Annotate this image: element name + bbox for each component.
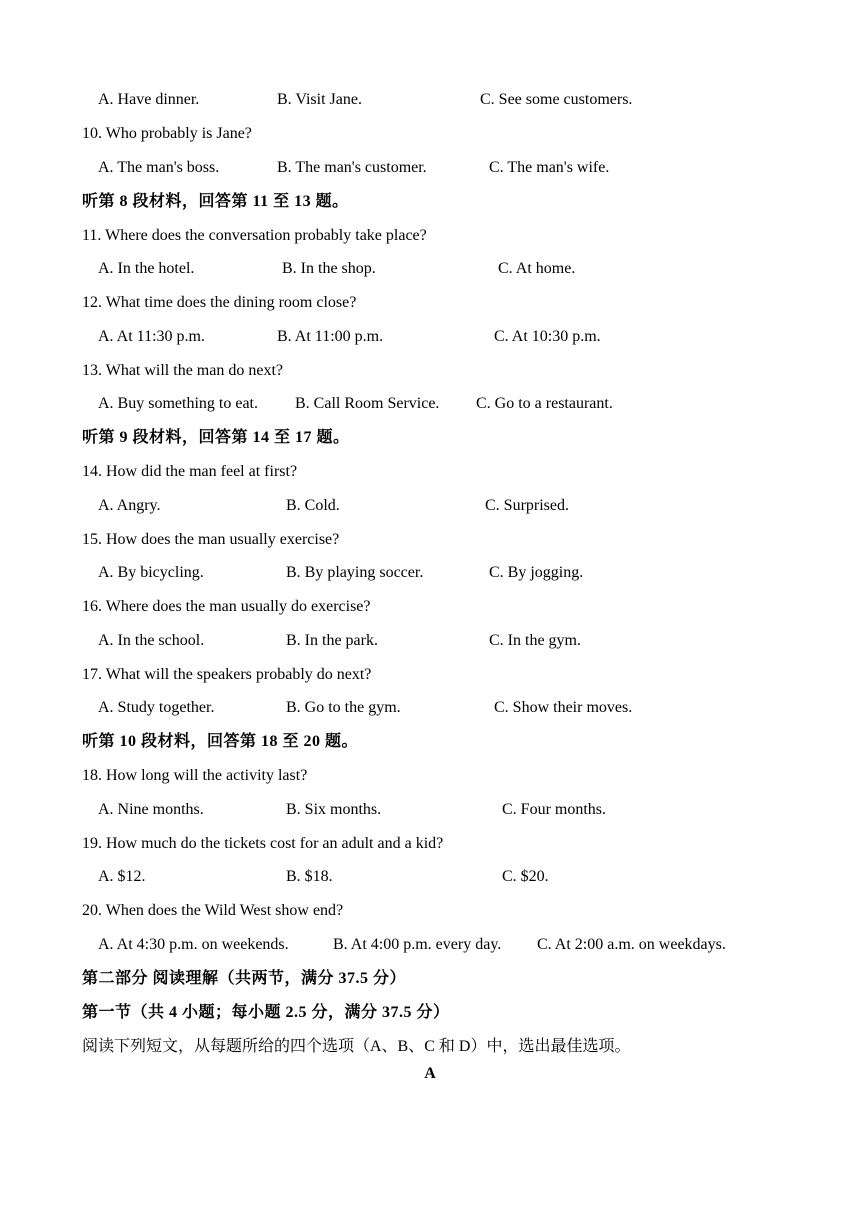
q14-option-b: B. Cold. — [286, 497, 340, 514]
q15-option-a: A. By bicycling. — [98, 564, 204, 581]
q18-option-a: A. Nine months. — [98, 801, 204, 818]
q19-option-b: B. $18. — [286, 868, 333, 885]
q13-question: 13. What will the man do next? — [82, 362, 283, 379]
passage-label: A — [424, 1065, 436, 1082]
reading-instructions: 阅读下列短文，从每题所给的四个选项（A、B、C 和 D）中，选出最佳选项。 — [82, 1038, 631, 1055]
q11-option-c: C. At home. — [498, 260, 576, 277]
section-1-title: 第一节（共 4 小题；每小题 2.5 分，满分 37.5 分） — [82, 1004, 450, 1021]
q11-option-b: B. In the shop. — [282, 260, 376, 277]
q10-option-b: B. The man's customer. — [277, 159, 427, 176]
q20-option-b: B. At 4:00 p.m. every day. — [333, 936, 502, 953]
q10-option-a: A. The man's boss. — [98, 159, 220, 176]
q20-option-c: C. At 2:00 a.m. on weekdays. — [537, 936, 726, 953]
q13-option-a: A. Buy something to eat. — [98, 395, 258, 412]
q15-question: 15. How does the man usually exercise? — [82, 531, 340, 548]
q16-question: 16. Where does the man usually do exercise? — [82, 598, 371, 615]
q16-option-a: A. In the school. — [98, 632, 205, 649]
q17-option-a: A. Study together. — [98, 699, 215, 716]
q9-option-b: B. Visit Jane. — [277, 91, 362, 108]
section-10-heading: 听第 10 段材料，回答第 18 至 20 题。 — [82, 733, 359, 750]
q9-option-c: C. See some customers. — [480, 91, 633, 108]
q12-question: 12. What time does the dining room close? — [82, 294, 357, 311]
q13-option-c: C. Go to a restaurant. — [476, 395, 613, 412]
q12-option-a: A. At 11:30 p.m. — [98, 328, 205, 345]
q13-option-b: B. Call Room Service. — [295, 395, 440, 412]
section-8-heading: 听第 8 段材料，回答第 11 至 13 题。 — [82, 193, 349, 210]
q18-question: 18. How long will the activity last? — [82, 767, 308, 784]
q10-option-c: C. The man's wife. — [489, 159, 610, 176]
q15-option-b: B. By playing soccer. — [286, 564, 424, 581]
q16-option-b: B. In the park. — [286, 632, 378, 649]
q15-option-c: C. By jogging. — [489, 564, 584, 581]
q9-option-a: A. Have dinner. — [98, 91, 200, 108]
q19-question: 19. How much do the tickets cost for an adult and a kid? — [82, 835, 444, 852]
q12-option-c: C. At 10:30 p.m. — [494, 328, 601, 345]
q11-question: 11. Where does the conversation probably take place? — [82, 227, 427, 244]
q20-question: 20. When does the Wild West show end? — [82, 902, 344, 919]
q12-option-b: B. At 11:00 p.m. — [277, 328, 384, 345]
q18-option-b: B. Six months. — [286, 801, 382, 818]
q16-option-c: C. In the gym. — [489, 632, 581, 649]
q14-option-c: C. Surprised. — [485, 497, 569, 514]
q19-option-c: C. $20. — [502, 868, 549, 885]
q17-question: 17. What will the speakers probably do next? — [82, 666, 372, 683]
q14-question: 14. How did the man feel at first? — [82, 463, 298, 480]
q19-option-a: A. $12. — [98, 868, 146, 885]
q14-option-a: A. Angry. — [98, 497, 161, 514]
q11-option-a: A. In the hotel. — [98, 260, 195, 277]
part-2-title: 第二部分 阅读理解（共两节，满分 37.5 分） — [82, 970, 407, 987]
q17-option-b: B. Go to the gym. — [286, 699, 401, 716]
q10-question: 10. Who probably is Jane? — [82, 125, 252, 142]
section-9-heading: 听第 9 段材料，回答第 14 至 17 题。 — [82, 429, 350, 446]
q18-option-c: C. Four months. — [502, 801, 607, 818]
q20-option-a: A. At 4:30 p.m. on weekends. — [98, 936, 289, 953]
q17-option-c: C. Show their moves. — [494, 699, 633, 716]
